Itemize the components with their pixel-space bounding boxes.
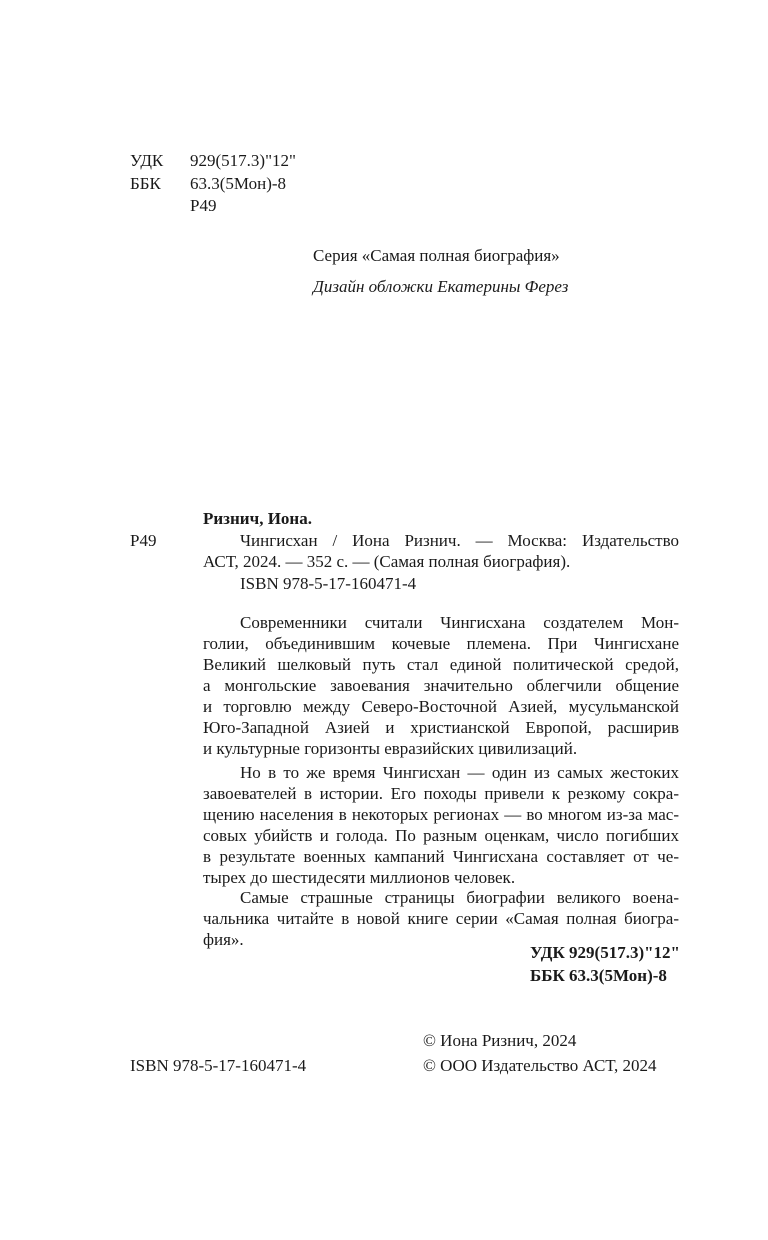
annotation-line: в результате военных кампаний Чингисхана составляет от че- bbox=[203, 847, 679, 866]
annotation-line: чальника читайте в новой книге серии «Самая полная биогра- bbox=[203, 909, 679, 928]
author-mark: Р49 bbox=[190, 196, 217, 215]
record-isbn: ISBN 978-5-17-160471-4 bbox=[240, 574, 417, 593]
annotation-line: и культурные горизонты евразийских цивилизаций. bbox=[203, 739, 578, 758]
bbk-label: ББК bbox=[130, 174, 161, 193]
annotation-line: голии, объединившим кочевые племена. При Чингисхане bbox=[203, 634, 679, 653]
annotation-line: а монгольские завоевания значительно облегчили общение bbox=[203, 676, 679, 695]
annotation-line: и торговлю между Северо-Восточной Азией, мусульманской bbox=[203, 697, 679, 716]
bbk-value: 63.3(5Мон)-8 bbox=[190, 174, 287, 193]
record-title-line: Чингисхан / Иона Ризнич. — Москва: Издательство bbox=[240, 531, 679, 550]
annotation-line: Современники считали Чингисхана создателем Мон- bbox=[240, 613, 679, 632]
annotation-line: завоевателей в истории. Его походы привели к резкому сокра- bbox=[203, 784, 679, 803]
bbk-classification: ББК 63.3(5Мон)-8 bbox=[530, 966, 667, 985]
cover-design-credit: Дизайн обложки Екатерины Ферез bbox=[313, 277, 569, 296]
series-line: Серия «Самая полная биография» bbox=[313, 246, 560, 265]
annotation-line: Самые страшные страницы биографии великого воена- bbox=[240, 888, 679, 907]
udk-classification: УДК 929(517.3)"12" bbox=[530, 943, 680, 962]
copyright-author: © Иона Ризнич, 2024 bbox=[423, 1031, 577, 1050]
annotation-line: фия». bbox=[203, 930, 244, 949]
record-author: Ризнич, Иона. bbox=[203, 509, 312, 528]
udk-label: УДК bbox=[130, 151, 164, 170]
footer-isbn: ISBN 978-5-17-160471-4 bbox=[130, 1056, 307, 1075]
copyright-publisher: © ООО Издательство АСТ, 2024 bbox=[423, 1056, 657, 1075]
udk-value: 929(517.3)"12" bbox=[190, 151, 296, 170]
annotation-line: Великий шелковый путь стал единой политической средой, bbox=[203, 655, 679, 674]
annotation-line: тырех до шестидесяти миллионов человек. bbox=[203, 868, 516, 887]
annotation-line: щению населения в некоторых регионах — во многом из-за мас- bbox=[203, 805, 679, 824]
record-author-mark: Р49 bbox=[130, 531, 157, 550]
annotation-line: Но в то же время Чингисхан — один из самых жестоких bbox=[240, 763, 679, 782]
annotation-line: Юго-Западной Азией и христианской Европой, расширив bbox=[203, 718, 679, 737]
record-title-line: АСТ, 2024. — 352 с. — (Самая полная биография). bbox=[203, 552, 571, 571]
annotation-line: совых убийств и голода. По разным оценкам, число погибших bbox=[203, 826, 679, 845]
